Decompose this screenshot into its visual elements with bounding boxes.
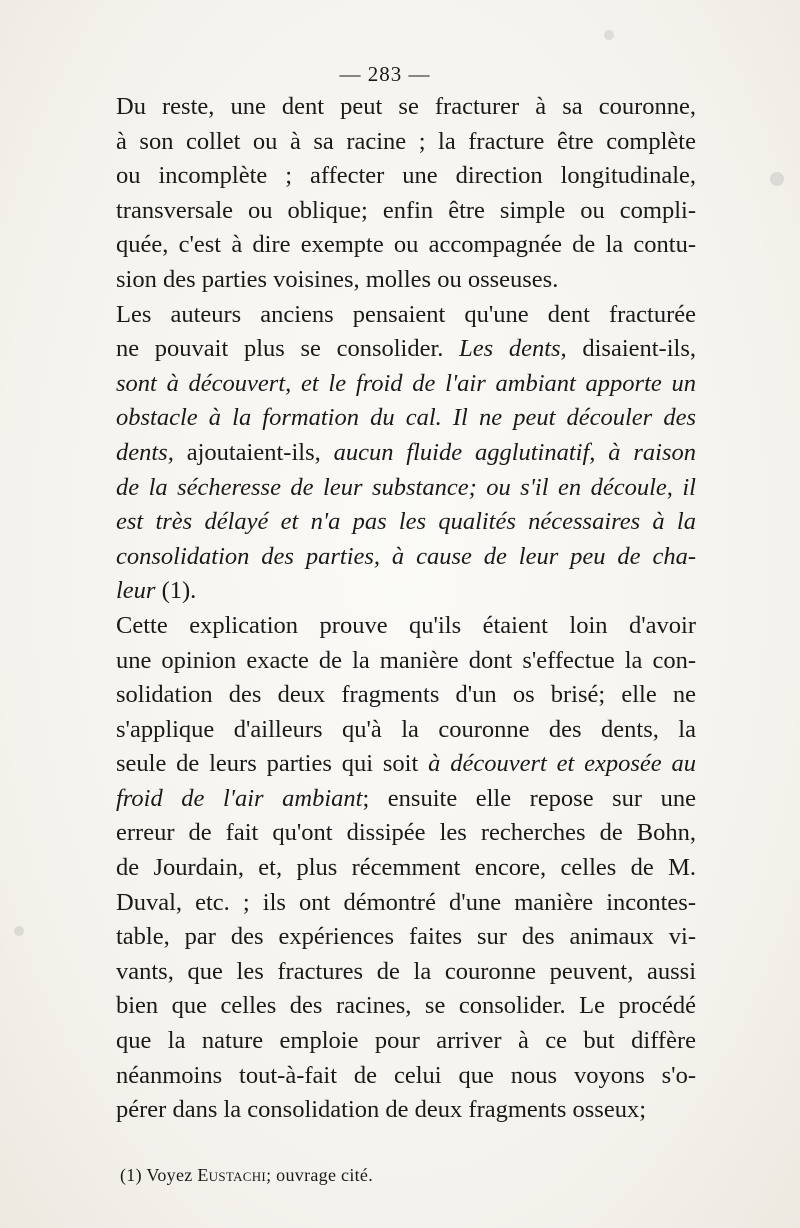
text-line: [116, 505, 696, 540]
text-run: de Jourdain, et, plus récemment encore, celles de M.: [116, 854, 696, 882]
text-run: Les auteurs anciens pensaient qu'une dent fracturée: [116, 300, 696, 328]
text-line: [116, 228, 696, 263]
text-run: s'applique d'ailleurs qu'à la couronne des dents, la: [116, 715, 696, 743]
text-run: quée, c'est à dire exempte ou accompagnée de la contu-: [116, 231, 696, 259]
italic-text: aucun fluide agglutinatif, à raison: [333, 438, 696, 466]
text-line: [116, 263, 696, 298]
text-line: [116, 713, 696, 748]
text-run: Du reste, une dent peut se fracturer à sa couronne,: [116, 93, 696, 120]
text-run: transversale ou oblique; enfin être simple ou compli-: [116, 196, 696, 224]
text-line: [116, 332, 696, 367]
italic-text: Les dents,: [459, 335, 567, 363]
text-run: vants, que les fractures de la couronne peuvent, aussi: [116, 957, 696, 985]
text-line: [116, 609, 696, 644]
text-run: table, par des expériences faites sur des animaux vi-: [116, 923, 696, 951]
text-line: [116, 194, 696, 229]
footnote: [120, 1165, 373, 1186]
text-line: [116, 367, 696, 402]
text-line: [116, 955, 696, 990]
body-text: [116, 90, 696, 1128]
text-run: à son collet ou à sa racine ; la fracture être complète: [116, 127, 696, 155]
text-run: seule de leurs parties qui soit: [116, 750, 429, 778]
footnote-text-before: Voyez: [146, 1165, 193, 1185]
text-run: sion des parties voisines, molles ou osseuses.: [116, 265, 559, 293]
text-line: [116, 436, 696, 471]
text-line: [116, 1024, 696, 1059]
text-line: [116, 540, 696, 575]
text-line: [116, 1059, 696, 1094]
text-run: que la nature emploie pour arriver à ce but diffère: [116, 1027, 696, 1055]
paper-speck: [14, 926, 24, 936]
italic-text: de la sécheresse de leur substance; ou s'il en découle, il: [116, 473, 696, 501]
text-run: solidation des deux fragments d'un os brisé; elle ne: [116, 681, 696, 709]
italic-text: leur: [116, 577, 156, 605]
text-run: erreur de fait qu'ont dissipée les recherches de Bohn,: [116, 819, 696, 847]
text-line: [116, 886, 696, 921]
text-line: [116, 298, 696, 333]
text-run: disaient-ils,: [566, 335, 696, 363]
text-run: bien que celles des racines, se consolider. Le procédé: [116, 992, 696, 1020]
text-line: [116, 1093, 696, 1128]
italic-text: est très délayé et n'a pas les qualités nécessaires à la: [116, 508, 696, 536]
text-line: [116, 816, 696, 851]
italic-text: dents,: [116, 438, 174, 466]
text-line: [116, 401, 696, 436]
footnote-marker: (1): [120, 1165, 142, 1185]
text-line: [116, 782, 696, 817]
text-line: [116, 644, 696, 679]
italic-text: sont à découvert, et le froid de l'air ambiant apporte un: [116, 369, 696, 397]
text-line: [116, 851, 696, 886]
text-line: [116, 920, 696, 955]
text-run: une opinion exacte de la manière dont s'effectue la con-: [116, 646, 696, 674]
paper-speck: [604, 30, 614, 40]
page-number: — 283 —: [339, 62, 431, 86]
text-run: Cette explication prouve qu'ils étaient loin d'avoir: [116, 611, 696, 639]
text-line: [116, 159, 696, 194]
text-line: [116, 90, 696, 125]
footnote-author: Eustachi: [197, 1165, 267, 1185]
paragraph: [116, 298, 696, 609]
italic-text: consolidation des parties, à cause de leur peu de cha-: [116, 542, 696, 570]
italic-text: à découvert et exposée au: [428, 750, 696, 778]
text-run: pérer dans la consolidation de deux fragments osseux;: [116, 1096, 647, 1124]
text-run: néanmoins tout-à-fait de celui que nous voyons s'o-: [116, 1061, 696, 1089]
text-line: [116, 747, 696, 782]
paragraph: [116, 90, 696, 298]
italic-text: froid de l'air ambiant: [116, 784, 363, 812]
paragraph: [116, 609, 696, 1128]
footnote-text-after: ; ouvrage cité.: [266, 1165, 374, 1185]
text-run: ou incomplète ; affecter une direction longitudinale,: [116, 162, 696, 190]
text-line: [116, 125, 696, 160]
text-run: (1).: [155, 577, 197, 605]
text-line: [116, 678, 696, 713]
text-run: Duval, etc. ; ils ont démontré d'une manière incontes-: [116, 888, 696, 916]
text-run: ajoutaient-ils,: [173, 438, 334, 466]
paper-speck: [770, 172, 784, 186]
text-line: [116, 574, 696, 609]
text-run: ; ensuite elle repose sur une: [362, 784, 697, 812]
text-run: ne pouvait plus se consolider.: [116, 335, 460, 363]
text-line: [116, 471, 696, 506]
italic-text: obstacle à la formation du cal. Il ne peut découler des: [116, 404, 696, 432]
text-line: [116, 989, 696, 1024]
